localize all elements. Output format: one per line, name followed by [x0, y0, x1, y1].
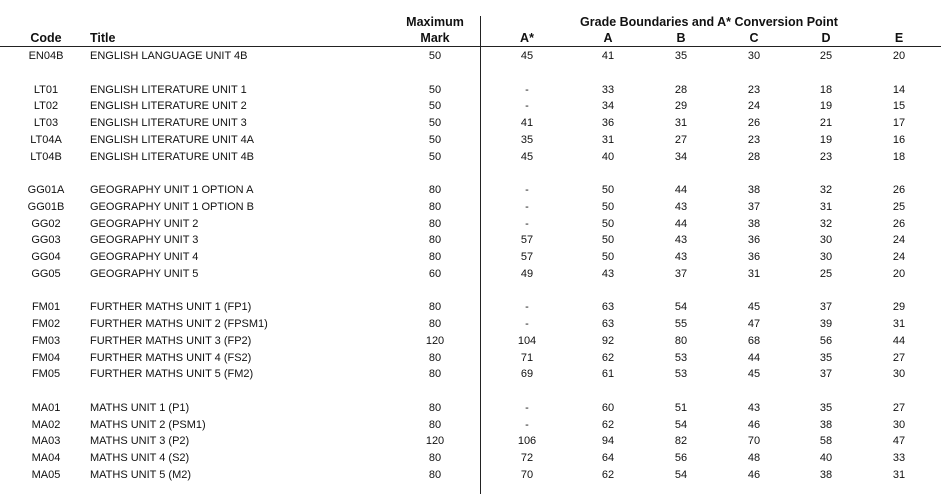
- cell-title: MATHS UNIT 3 (P2): [90, 435, 190, 448]
- cell-c: 68: [747, 334, 761, 347]
- grade-header-c: C: [749, 31, 759, 45]
- cell-b: 43: [674, 234, 688, 247]
- cell-b: 54: [674, 468, 688, 481]
- cell-a: 62: [601, 468, 615, 481]
- cell-e: 29: [892, 301, 906, 314]
- cell-e: 30: [892, 418, 906, 431]
- cell-max: 80: [428, 301, 442, 314]
- cell-title: FURTHER MATHS UNIT 1 (FP1): [90, 301, 252, 314]
- grade-header-e: E: [894, 31, 904, 45]
- cell-c: 43: [747, 401, 761, 414]
- cell-title: ENGLISH LANGUAGE UNIT 4B: [90, 50, 248, 62]
- cell-code: MA04: [31, 452, 61, 464]
- cell-e: 25: [892, 200, 906, 213]
- cell-a: 50: [601, 234, 615, 247]
- cell-code: LT01: [33, 83, 59, 96]
- cell-a: 50: [601, 200, 615, 213]
- cell-code: GG03: [31, 234, 61, 247]
- cell-d: 38: [819, 468, 833, 481]
- cell-max: 80: [428, 234, 442, 247]
- max-mark-header-line1: Maximum: [406, 15, 464, 29]
- cell-e: 27: [892, 351, 906, 364]
- cell-max: 80: [428, 452, 442, 464]
- column-divider: [480, 16, 481, 494]
- cell-b: 53: [674, 351, 688, 364]
- cell-d: 37: [819, 368, 833, 381]
- cell-d: 35: [819, 351, 833, 364]
- cell-astar: 104: [517, 334, 537, 347]
- cell-b: 44: [674, 217, 688, 230]
- cell-a: 61: [601, 368, 615, 381]
- cell-title: GEOGRAPHY UNIT 3: [90, 234, 199, 247]
- cell-d: 32: [819, 217, 833, 230]
- cell-d: 30: [819, 251, 833, 263]
- cell-b: 44: [674, 184, 688, 197]
- cell-title: MATHS UNIT 4 (S2): [90, 452, 190, 464]
- cell-b: 28: [674, 83, 688, 96]
- cell-d: 40: [819, 452, 833, 464]
- cell-astar: -: [525, 184, 529, 197]
- cell-max: 50: [428, 50, 442, 62]
- cell-e: 33: [892, 452, 906, 464]
- cell-a: 94: [601, 435, 615, 448]
- cell-code: GG01A: [27, 184, 65, 197]
- grade-boundaries-header: Grade Boundaries and A* Conversion Point: [580, 15, 838, 29]
- cell-title: GEOGRAPHY UNIT 5: [90, 267, 199, 280]
- cell-e: 20: [892, 50, 906, 62]
- cell-e: 31: [892, 468, 906, 481]
- grade-header-b: B: [676, 31, 686, 45]
- cell-d: 19: [819, 100, 833, 113]
- cell-max: 80: [428, 468, 442, 481]
- cell-b: 35: [674, 50, 688, 62]
- cell-d: 58: [819, 435, 833, 448]
- cell-a: 62: [601, 351, 615, 364]
- grade-header-d: D: [821, 31, 831, 45]
- cell-code: LT03: [33, 117, 59, 130]
- cell-title: GEOGRAPHY UNIT 4: [90, 251, 199, 263]
- cell-max: 80: [428, 318, 442, 331]
- cell-c: 38: [747, 217, 761, 230]
- cell-e: 26: [892, 184, 906, 197]
- cell-e: 18: [892, 150, 906, 163]
- cell-title: FURTHER MATHS UNIT 3 (FP2): [90, 334, 252, 347]
- cell-b: 54: [674, 301, 688, 314]
- cell-astar: 57: [520, 251, 534, 263]
- cell-code: GG01B: [27, 200, 65, 213]
- cell-a: 92: [601, 334, 615, 347]
- cell-b: 37: [674, 267, 688, 280]
- cell-d: 25: [819, 50, 833, 62]
- cell-code: GG05: [31, 267, 61, 280]
- cell-title: MATHS UNIT 2 (PSM1): [90, 418, 206, 431]
- cell-a: 60: [601, 401, 615, 414]
- cell-astar: 57: [520, 234, 534, 247]
- cell-c: 26: [747, 117, 761, 130]
- cell-code: GG02: [31, 217, 61, 230]
- cell-b: 43: [674, 251, 688, 263]
- cell-code: FM02: [31, 318, 61, 331]
- cell-astar: 72: [520, 452, 534, 464]
- cell-max: 50: [428, 117, 442, 130]
- cell-code: FM01: [31, 301, 61, 314]
- cell-b: 55: [674, 318, 688, 331]
- cell-b: 56: [674, 452, 688, 464]
- cell-a: 36: [601, 117, 615, 130]
- cell-title: ENGLISH LITERATURE UNIT 1: [90, 83, 247, 96]
- cell-max: 80: [428, 368, 442, 381]
- cell-c: 44: [747, 351, 761, 364]
- cell-d: 37: [819, 301, 833, 314]
- cell-max: 80: [428, 418, 442, 431]
- cell-astar: -: [525, 200, 529, 213]
- cell-title: ENGLISH LITERATURE UNIT 4B: [90, 150, 255, 163]
- cell-code: LT04B: [30, 150, 62, 163]
- cell-c: 23: [747, 133, 761, 146]
- cell-code: LT04A: [30, 133, 62, 146]
- title-header: Title: [90, 31, 116, 45]
- cell-max: 80: [428, 401, 442, 414]
- cell-c: 30: [747, 50, 761, 62]
- cell-title: GEOGRAPHY UNIT 2: [90, 217, 199, 230]
- cell-max: 50: [428, 83, 442, 96]
- cell-d: 30: [819, 234, 833, 247]
- cell-astar: -: [525, 301, 529, 314]
- cell-e: 47: [892, 435, 906, 448]
- cell-e: 16: [892, 133, 906, 146]
- cell-astar: 106: [517, 435, 537, 448]
- cell-max: 120: [425, 435, 445, 448]
- cell-c: 47: [747, 318, 761, 331]
- cell-b: 82: [674, 435, 688, 448]
- cell-code: FM03: [31, 334, 61, 347]
- cell-astar: 45: [520, 150, 534, 163]
- cell-c: 37: [747, 200, 761, 213]
- cell-e: 44: [892, 334, 906, 347]
- grade-header-a: A: [603, 31, 613, 45]
- cell-astar: 69: [520, 368, 534, 381]
- cell-title: GEOGRAPHY UNIT 1 OPTION A: [90, 184, 254, 197]
- cell-b: 51: [674, 401, 688, 414]
- cell-a: 62: [601, 418, 615, 431]
- cell-a: 64: [601, 452, 615, 464]
- cell-b: 27: [674, 133, 688, 146]
- max-mark-header-line2: Mark: [420, 31, 450, 45]
- cell-d: 18: [819, 83, 833, 96]
- header-divider: [0, 46, 941, 47]
- code-header: Code: [30, 31, 62, 45]
- cell-a: 63: [601, 301, 615, 314]
- cell-c: 70: [747, 435, 761, 448]
- cell-e: 24: [892, 234, 906, 247]
- cell-e: 27: [892, 401, 906, 414]
- cell-c: 46: [747, 418, 761, 431]
- cell-b: 29: [674, 100, 688, 113]
- cell-b: 31: [674, 117, 688, 130]
- cell-max: 120: [425, 334, 445, 347]
- cell-code: MA01: [31, 401, 61, 414]
- cell-code: MA03: [31, 435, 61, 448]
- cell-a: 50: [601, 217, 615, 230]
- cell-b: 43: [674, 200, 688, 213]
- cell-d: 25: [819, 267, 833, 280]
- cell-a: 40: [601, 150, 615, 163]
- cell-astar: 45: [520, 50, 534, 62]
- cell-title: ENGLISH LITERATURE UNIT 2: [90, 100, 247, 113]
- cell-e: 17: [892, 117, 906, 130]
- cell-title: ENGLISH LITERATURE UNIT 4A: [90, 133, 255, 146]
- cell-title: MATHS UNIT 1 (P1): [90, 401, 190, 414]
- cell-max: 80: [428, 251, 442, 263]
- cell-astar: -: [525, 217, 529, 230]
- cell-astar: 35: [520, 133, 534, 146]
- cell-code: FM05: [31, 368, 61, 381]
- cell-max: 80: [428, 351, 442, 364]
- cell-astar: -: [525, 83, 529, 96]
- cell-title: GEOGRAPHY UNIT 1 OPTION B: [90, 200, 255, 213]
- cell-astar: -: [525, 318, 529, 331]
- cell-e: 14: [892, 83, 906, 96]
- cell-astar: 41: [520, 117, 534, 130]
- cell-title: MATHS UNIT 5 (M2): [90, 468, 192, 481]
- cell-b: 53: [674, 368, 688, 381]
- cell-a: 34: [601, 100, 615, 113]
- cell-astar: 71: [520, 351, 534, 364]
- cell-d: 32: [819, 184, 833, 197]
- cell-b: 34: [674, 150, 688, 163]
- cell-title: ENGLISH LITERATURE UNIT 3: [90, 117, 247, 130]
- cell-d: 31: [819, 200, 833, 213]
- cell-a: 43: [601, 267, 615, 280]
- cell-astar: -: [525, 418, 529, 431]
- cell-astar: 49: [520, 267, 534, 280]
- cell-c: 45: [747, 301, 761, 314]
- cell-d: 56: [819, 334, 833, 347]
- cell-e: 26: [892, 217, 906, 230]
- cell-c: 36: [747, 234, 761, 247]
- cell-max: 80: [428, 184, 442, 197]
- cell-max: 50: [428, 100, 442, 113]
- cell-c: 28: [747, 150, 761, 163]
- cell-max: 60: [428, 267, 442, 280]
- cell-a: 50: [601, 251, 615, 263]
- cell-e: 15: [892, 100, 906, 113]
- cell-code: FM04: [31, 351, 61, 364]
- cell-a: 50: [601, 184, 615, 197]
- cell-max: 80: [428, 200, 442, 213]
- cell-d: 39: [819, 318, 833, 331]
- cell-e: 20: [892, 267, 906, 280]
- cell-a: 63: [601, 318, 615, 331]
- cell-code: MA05: [31, 468, 61, 481]
- cell-d: 35: [819, 401, 833, 414]
- cell-b: 80: [674, 334, 688, 347]
- cell-c: 38: [747, 184, 761, 197]
- cell-code: MA02: [31, 418, 61, 431]
- cell-max: 50: [428, 150, 442, 163]
- cell-e: 24: [892, 251, 906, 263]
- cell-d: 21: [819, 117, 833, 130]
- cell-a: 33: [601, 83, 615, 96]
- cell-c: 36: [747, 251, 761, 263]
- cell-d: 19: [819, 133, 833, 146]
- cell-d: 23: [819, 150, 833, 163]
- cell-e: 31: [892, 318, 906, 331]
- cell-c: 45: [747, 368, 761, 381]
- cell-c: 31: [747, 267, 761, 280]
- cell-astar: -: [525, 401, 529, 414]
- cell-title: FURTHER MATHS UNIT 5 (FM2): [90, 368, 254, 381]
- cell-max: 50: [428, 133, 442, 146]
- cell-e: 30: [892, 368, 906, 381]
- cell-max: 80: [428, 217, 442, 230]
- cell-astar: 70: [520, 468, 534, 481]
- cell-c: 48: [747, 452, 761, 464]
- cell-title: FURTHER MATHS UNIT 4 (FS2): [90, 351, 252, 364]
- cell-a: 41: [601, 50, 615, 62]
- cell-title: FURTHER MATHS UNIT 2 (FPSM1): [90, 318, 268, 331]
- cell-c: 24: [747, 100, 761, 113]
- cell-code: EN04B: [28, 50, 64, 62]
- cell-a: 31: [601, 133, 615, 146]
- cell-b: 54: [674, 418, 688, 431]
- grade-header-astar: A*: [520, 31, 534, 45]
- cell-astar: -: [525, 100, 529, 113]
- cell-c: 46: [747, 468, 761, 481]
- cell-code: LT02: [33, 100, 59, 113]
- cell-c: 23: [747, 83, 761, 96]
- cell-d: 38: [819, 418, 833, 431]
- cell-code: GG04: [31, 251, 61, 263]
